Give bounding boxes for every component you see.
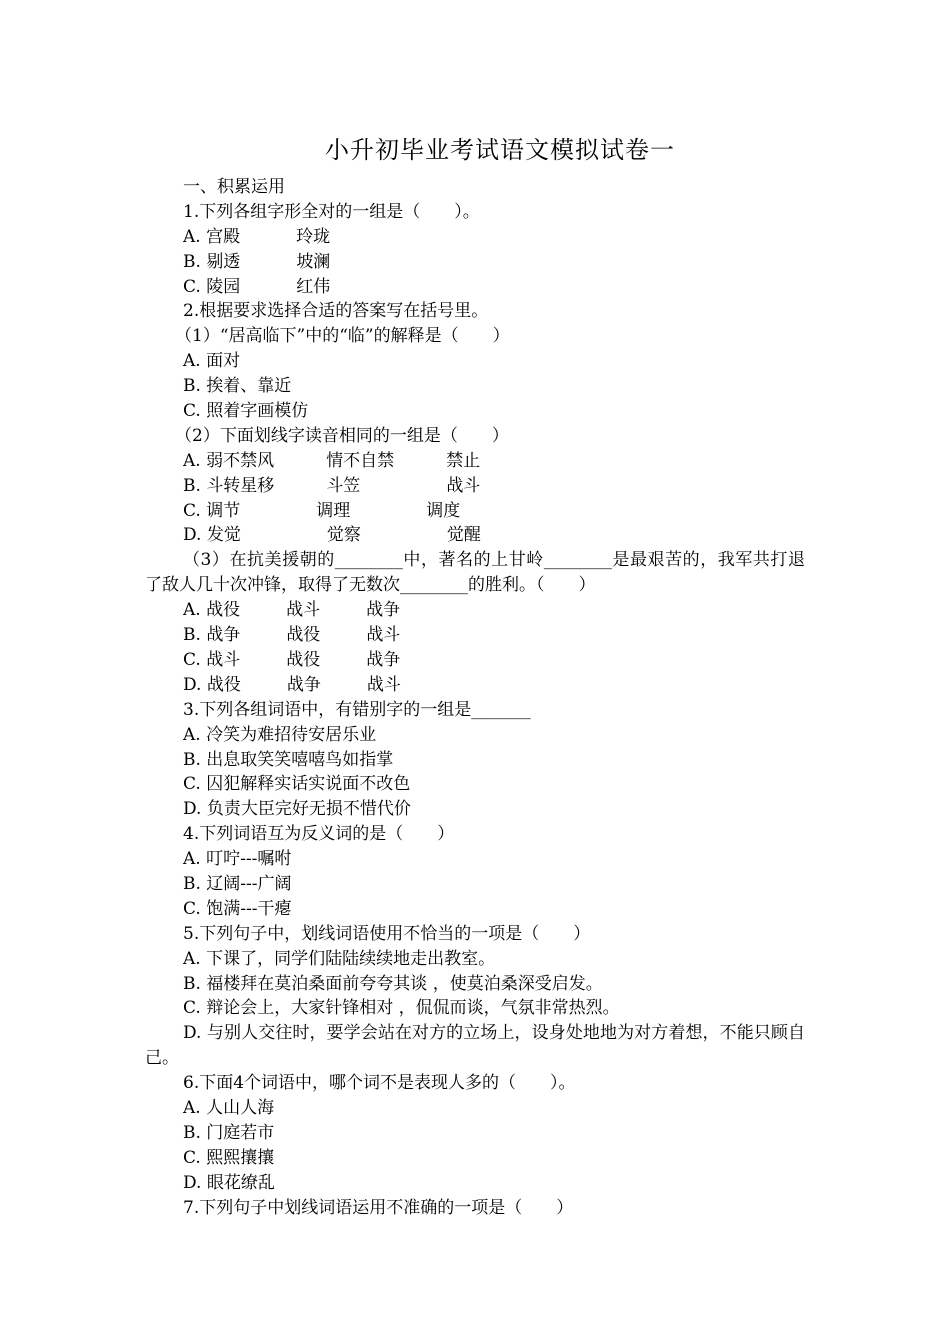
- q2-sub2-option-b: B. 斗转星移 斗笠 战斗: [183, 475, 481, 496]
- q5-option-a: A. 下课了，同学们陆陆续续地走出教室。: [183, 948, 496, 969]
- q4-option-b: B. 辽阔---广阔: [183, 873, 292, 894]
- q5-option-c: C. 辩论会上，大家针锋相对 ，侃侃而谈，气氛非常热烈。: [183, 998, 620, 1019]
- question-6-stem: 6.下面4个词语中，哪个词不是表现人多的（ ）。: [183, 1073, 576, 1094]
- q2-sub1-option-c: C. 照着字画模仿: [183, 401, 309, 422]
- q6-option-d: D. 眼花缭乱: [183, 1172, 275, 1193]
- page-title: 小升初毕业考试语文模拟试卷一: [325, 136, 675, 164]
- q2-sub1-option-a: A. 面对: [183, 351, 241, 372]
- q6-option-b: B. 门庭若市: [183, 1122, 275, 1143]
- q1-option-b: B. 剔透 坡澜: [183, 251, 331, 272]
- q4-option-a: A. 叮咛---嘱咐: [183, 849, 292, 870]
- exam-content: [145, 175, 805, 1220]
- q2-sub2-option-d: D. 发觉 觉察 觉醒: [183, 525, 481, 546]
- q2-sub3-stem: （3）在抗美援朝的________中，著名的上甘岭________是最艰苦的，我军共打退了敌人几十次冲锋，取得了无数次________的胜利。（ ）: [145, 550, 805, 596]
- q2-sub3-option-b: B. 战争 战役 战斗: [183, 625, 401, 646]
- question-5-stem: 5.下列句子中，划线词语使用不恰当的一项是（ ）: [183, 923, 591, 944]
- q3-option-a: A. 冷笑为难招待安居乐业: [183, 724, 377, 745]
- q3-option-b: B. 出息取笑笑嘻嘻鸟如指掌: [183, 749, 394, 770]
- q6-option-a: A. 人山人海: [183, 1098, 275, 1119]
- question-2-stem: 2.根据要求选择合适的答案写在括号里。: [183, 301, 489, 322]
- q1-option-a: A. 宫殿 玲珑: [183, 226, 331, 247]
- q2-sub1-stem: （1）“居高临下”中的“临”的解释是（ ）: [175, 326, 510, 347]
- q3-option-c: C. 囚犯解释实话实说面不改色: [183, 774, 411, 795]
- question-1-stem: 1.下列各组字形全对的一组是（ ）。: [183, 201, 480, 222]
- q2-sub1-option-b: B. 挨着、靠近: [183, 376, 292, 397]
- q5-option-d: D. 与别人交往时，要学会站在对方的立场上，设身处地地为对方着想，不能只顾自己。: [145, 1023, 805, 1069]
- question-7-stem: 7.下列句子中划线词语运用不准确的一项是（ ）: [183, 1197, 574, 1218]
- q2-sub3-option-d: D. 战役 战争 战斗: [183, 674, 401, 695]
- q4-option-c: C. 饱满---干瘪: [183, 898, 292, 919]
- q5-option-b: B. 福楼拜在莫泊桑面前夸夸其谈 ，使莫泊桑深受启发。: [183, 973, 603, 994]
- q2-sub2-stem: （2）下面划线字读音相同的一组是（ ）: [175, 425, 509, 446]
- q2-sub3-option-c: C. 战斗 战役 战争: [183, 649, 401, 670]
- q1-option-c: C. 陵园 红伟: [183, 276, 331, 297]
- q2-sub2-option-c: C. 调节 调理 调度: [183, 500, 461, 521]
- q6-option-c: C. 熙熙攘攘: [183, 1147, 275, 1168]
- question-3-stem: 3.下列各组词语中，有错别字的一组是_______: [183, 699, 531, 720]
- q2-sub3-option-a: A. 战役 战斗 战争: [183, 600, 401, 621]
- q3-option-d: D. 负责大臣完好无损不惜代价: [183, 799, 411, 820]
- section-heading: 一、积累运用: [183, 177, 285, 197]
- question-4-stem: 4.下列词语互为反义词的是（ ）: [183, 824, 455, 845]
- q2-sub2-option-a: A. 弱不禁风 情不自禁 禁止: [183, 450, 481, 471]
